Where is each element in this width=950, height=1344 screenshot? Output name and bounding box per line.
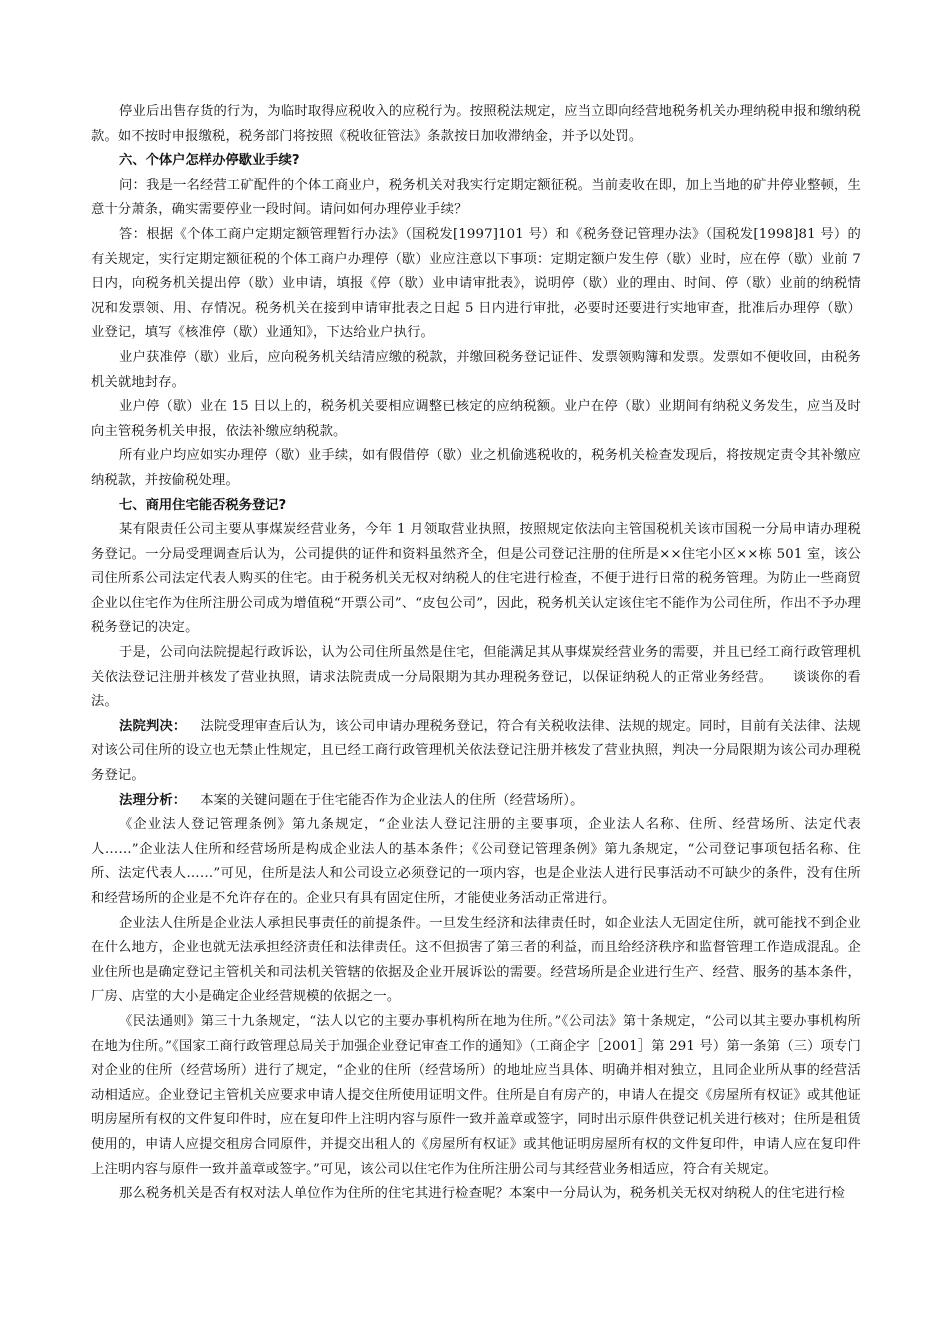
paragraph-court-ruling (91, 715, 861, 789)
paragraph-evasion-warning: 所有业户均应如实办理停（歇）业手续，如有假借停（歇）业之机偷逃税收的，税务机关检查发现后，将按规定责令其补缴应纳税款，并按偷税处理。 (91, 448, 861, 488)
document-page (91, 100, 861, 1207)
paragraph-legal-analysis (91, 789, 861, 814)
paragraph-inspection-question: 那么税务机关是否有权对法人单位作为住所的住宅其进行检查呢？本案中一分局认为，税务机关无权对纳税人的住宅进行检 (119, 1186, 846, 1202)
paragraph-stop-business-sales: 停业后出售存货的行为，为临时取得应税收入的应税行为。按照税法规定，应当立即向经营地税务机关办理纳税申报和缴纳税款。如不按时申报缴税，税务部门将按照《税收征管法》条款按日加收滞纳金，并予以处罚。 (91, 104, 861, 144)
court-ruling-label: 法院判决： (119, 718, 187, 734)
legal-analysis-text: 本案的关键问题在于住宅能否作为企业法人的住所（经营场所）。 (200, 792, 584, 808)
heading-section-7: 七、商用住宅能否税务登记? (119, 497, 287, 513)
paragraph-tax-adjustment: 业户停（歇）业在 15 日以上的，税务机关要相应调整已核定的应纳税额。业户在停（歇）业期间有纳税义务发生，应当及时向主管税务机关申报，依法补缴应纳税款。 (91, 399, 861, 439)
paragraph-tax-settlement: 业户获准停（歇）业后，应向税务机关结清应缴的税款，并缴回税务登记证件、发票领购簿和发票。发票如不便收回，由税务机关就地封存。 (91, 349, 861, 390)
paragraph-case-facts: 某有限责任公司主要从事煤炭经营业务，今年 1 月领取营业执照，按照规定依法向主管国税机关该市国税一分局申请办理税务登记。一分局受理调查后认为，公司提供的证件和资料虽然齐全，但是公司登记注册的住所是××住宅小区××栋 501 室，该公司住所系公司法定代表人购买的住宅。由于税务机关无权对纳税人的住宅进行检查，不便于进行日常的税务管理。为防止一些商贸企业以住宅作为住所注册公司成为增值税“开票公司”、“皮包公司”，因此，税务机关认定该住宅不能作为公司住所，作出不予办理税务登记的决定。 (91, 522, 861, 636)
paragraph-answer-6: 答：根据《个体工商户定期定额管理暂行办法》（国税发[1997]101 号）和《税务登记管理办法》（国税发[1998]81 号）的有关规定，实行定期定额征税的个体工商户办理停（歇）业应注意以下事项：定期定额户发生停（歇）业时，应在停（歇）业前 7 日内，向税务机关提出停（歇）业申请，填报《停（歇）业申请审批表》，说明停（歇）业的理由、时间、停（歇）业前的纳税情况和发票领、用、存情况。税务机关在接到申请审批表之日起 5 日内进行审批，必要时还要进行实地审查，批准后办理停（歇）业登记，填写《核准停（歇）业通知》，下达给业户执行。 (91, 226, 861, 341)
paragraph-civil-law: 《民法通则》第三十九条规定，“法人以它的主要办事机构所在地为住所。”《公司法》第十条规定，“公司以其主要办事机构所在地为住所。”《国家工商行政管理总局关于加强企业登记审查工作的通知》（工商企字［2001］第 291 号）第一条第（三）项专门对企业的住所（经营场所）进行了规定，“企业的住所（经营场所）的地址应当具体、明确并相对独立，且同企业所从事的经营活动相适应。企业登记主管机关应要求申请人提交住所使用证明文件。住所是自有房产的，申请人在提交《房屋所有权证》或其他证明房屋所有权的文件复印件时，应在复印件上注明内容与原件一致并盖章或签字，同时出示原件供登记机关进行核对；住所是租赁使用的，申请人应提交租房合同原件，并提交出租人的《房屋所有权证》或其他证明房屋所有权的文件复印件，申请人应在复印件上注明内容与原件一致并盖章或签字。”可见，该公司以住宅作为住所注册公司与其经营业务相适应，符合有关规定。 (91, 1013, 861, 1177)
heading-section-6: 六、个体户怎样办停歇业手续? (119, 153, 300, 169)
court-ruling-text: 法院受理审查后认为，该公司申请办理税务登记，符合有关税收法律、法规的规定。同时，目前有关法律、法规对该公司住所的设立也无禁止性规定，且已经工商行政管理机关依法登记注册并核发了营业执照，判决一分局限期为该公司办理税务登记。 (91, 718, 862, 784)
legal-analysis-label: 法理分析： (119, 792, 187, 808)
paragraph-residence-liability: 企业法人住所是企业法人承担民事责任的前提条件。一旦发生经济和法律责任时，如企业法人无固定住所，就可能找不到企业在什么地方，企业也就无法承担经济责任和法律责任。这不但损害了第三者的利益，而且给经济秩序和监督管理工作造成混乱。企业住所也是确定登记主管机关和司法机关管辖的依据及企业开展诉讼的需要。经营场所是企业进行生产、经营、服务的基本条件，厂房、店堂的大小是确定企业经营规模的依据之一。 (91, 915, 861, 1005)
paragraph-question-6: 问：我是一名经营工矿配件的个体工商业户，税务机关对我实行定期定额征税。当前麦收在即，加上当地的矿井停业整顿，生意十分萧条，确实需要停业一段时间。请问如何办理停业手续？ (91, 177, 861, 218)
paragraph-lawsuit: 于是，公司向法院提起行政诉讼，认为公司住所虽然是住宅，但能满足其从事煤炭经营业务的需要，并且已经工商行政管理机关依法登记注册并核发了营业执照，请求法院责成一分局限期为其办理税务登记，以保证纳税人的正常业务经营。 谈谈你的看法。 (91, 645, 861, 710)
paragraph-registration-rules: 《企业法人登记管理条例》第九条规定，“企业法人登记注册的主要事项，企业法人名称、住所、经营场所、法定代表人……”企业法人住所和经营场所是构成企业法人的基本条件；《公司登记管理条例》第九条规定，“公司登记事项包括名称、住所、法定代表人……”可见，住所是法人和公司设立必须登记的一项内容，也是企业法人进行民事活动不可缺少的条件，没有住所和经营场所的企业是不允许存在的。企业只有具有固定住所，才能使业务活动正常进行。 (91, 817, 861, 906)
